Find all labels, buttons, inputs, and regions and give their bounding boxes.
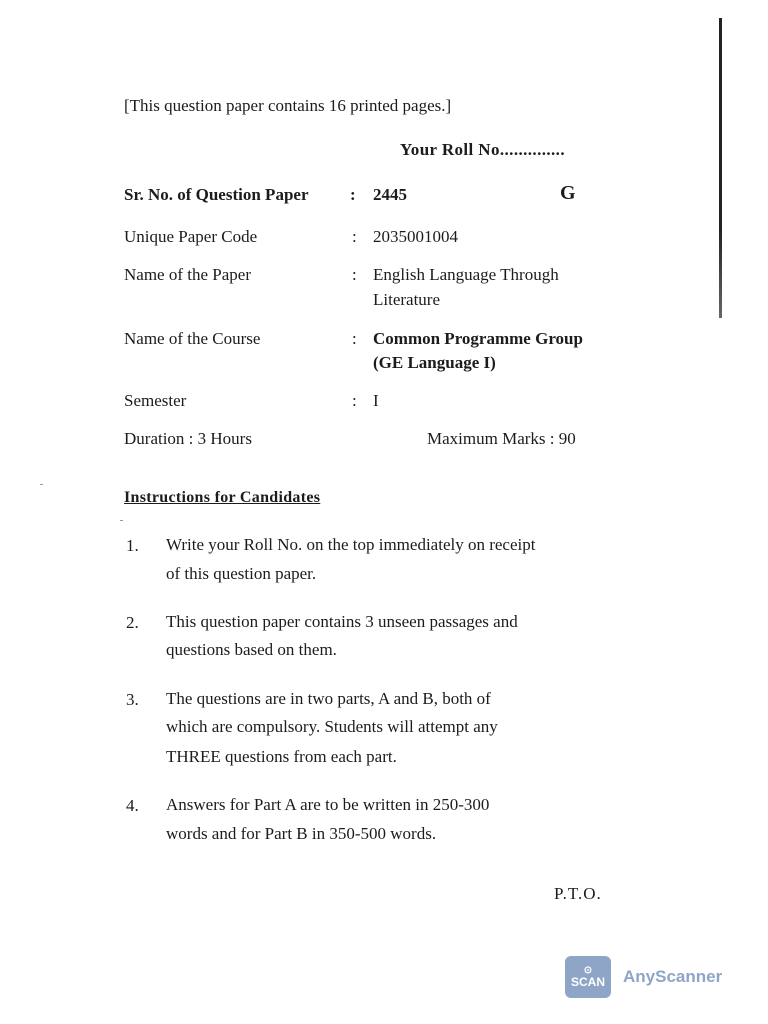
paper-code-label: Unique Paper Code <box>124 227 258 246</box>
scan-logo-dot: ⊙ <box>583 964 593 976</box>
semester-value: I <box>373 391 379 410</box>
roll-number: Your Roll No.............. <box>400 140 565 159</box>
instruction-4-number: 4. <box>126 796 139 815</box>
paper-code-sep: : <box>352 227 357 246</box>
max-marks: Maximum Marks : 90 <box>427 429 576 448</box>
anyscanner-watermark <box>565 956 722 998</box>
instruction-2-number: 2. <box>126 613 139 632</box>
instruction-4-line-2: words and for Part B in 350-500 words. <box>166 824 437 843</box>
course-name-line1: Common Programme Group <box>373 329 583 348</box>
watermark-brand: AnyScanner <box>623 967 723 986</box>
scan-logo-icon <box>565 956 611 998</box>
instruction-3-line-2: which are compulsory. Students will attempt any <box>166 717 498 736</box>
semester-sep: : <box>352 391 357 410</box>
instruction-1-number: 1. <box>126 536 139 555</box>
course-name-sep: : <box>352 329 357 348</box>
paper-name-line2: Literature <box>373 290 441 309</box>
instruction-2-line-1: This question paper contains 3 unseen passages and <box>166 612 518 631</box>
pages-note: [This question paper contains 16 printed pages.] <box>124 96 452 115</box>
paper-name-sep: : <box>352 265 357 284</box>
instruction-2-line-2: questions based on them. <box>166 640 337 659</box>
scan-speck <box>120 520 123 521</box>
sr-no-sep: : <box>350 185 356 204</box>
instruction-3-line-1: The questions are in two parts, A and B, both of <box>166 689 491 708</box>
sr-no-label: Sr. No. of Question Paper <box>124 185 309 204</box>
set-letter: G <box>560 182 576 204</box>
pto-label: P.T.O. <box>554 884 602 903</box>
instruction-1-line-1: Write your Roll No. on the top immediately on receipt <box>166 535 536 554</box>
instruction-3-line-3: THREE questions from each part. <box>166 747 397 766</box>
instruction-1-line-2: of this question paper. <box>166 564 317 583</box>
sr-no-value: 2445 <box>373 185 407 204</box>
instructions-title: Instructions for Candidates <box>124 489 321 506</box>
paper-name-line1: English Language Through <box>373 265 559 284</box>
course-name-line2: (GE Language I) <box>373 353 496 372</box>
semester-label: Semester <box>124 391 187 410</box>
paper-name-label: Name of the Paper <box>124 265 251 284</box>
scan-logo-label: SCAN <box>570 974 605 989</box>
paper-code-value: 2035001004 <box>373 227 458 246</box>
scan-edge-line <box>719 18 722 318</box>
instruction-3-number: 3. <box>126 690 139 709</box>
scan-speck <box>40 484 43 485</box>
course-name-label: Name of the Course <box>124 329 261 348</box>
instruction-4-line-1: Answers for Part A are to be written in 250-300 <box>166 795 490 814</box>
duration: Duration : 3 Hours <box>124 429 252 448</box>
